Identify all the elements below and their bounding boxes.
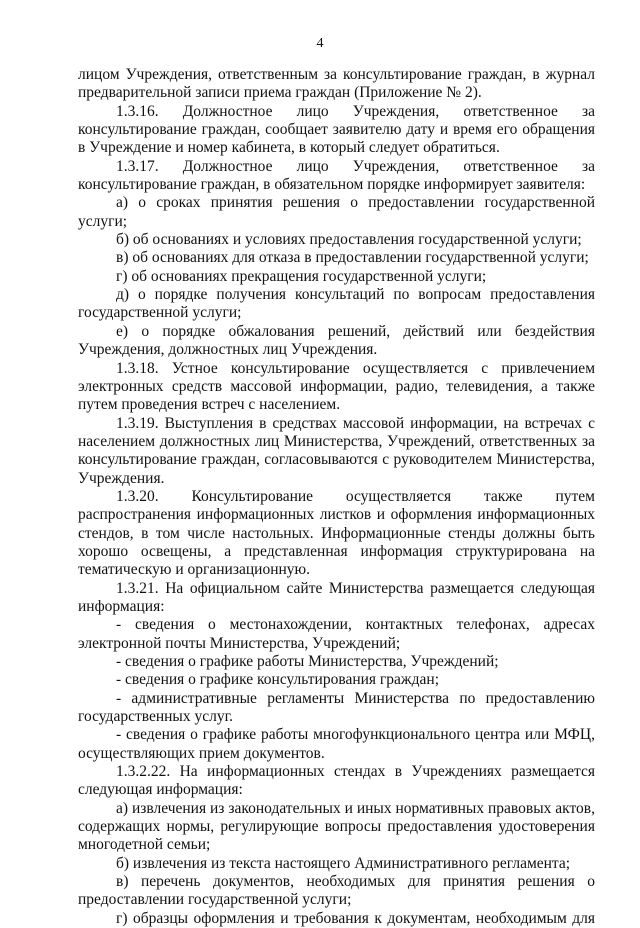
document-body — [78, 66, 595, 928]
paragraph: г) образцы оформления и требования к документам, необходимым для — [116, 909, 595, 927]
paragraph: б) извлечения из текста настоящего Административного регламента; — [116, 854, 571, 872]
paragraph: лицом Учреждения, ответственным за консультирование граждан, в журнал предварительной записи приема граждан (Приложение № 2). — [78, 66, 595, 102]
paragraph: д) о порядке получения консультаций по вопросам предоставления государственной услуги; — [78, 286, 595, 322]
paragraph: г) об основаниях прекращения государственной услуги; — [116, 267, 487, 285]
paragraph: 1.3.17. Должностное лицо Учреждения, ответственное за консультирование граждан, в обязательном порядке информирует заявителя: — [78, 157, 595, 194]
paragraph: б) об основаниях и условиях предоставления государственной услуги; — [116, 231, 582, 249]
paragraph: е) о порядке обжалования решений, действий или бездействия Учреждения, должностных лиц Учреждения. — [78, 322, 595, 359]
paragraph: - сведения о местонахождении, контактных телефонах, адресах электронной почты Министерства, Учреждений; — [78, 616, 595, 652]
paragraph: 1.3.21. На официальном сайте Министерства размещается следующая информация: — [78, 579, 595, 615]
paragraph: - сведения о графике работы Министерства, Учреждений; — [116, 653, 499, 670]
paragraph: 1.3.19. Выступления в средствах массовой информации, на встречах с населением должностных лиц Министерства, Учреждений, ответственных за консультирование граждан, согласовываются с руководителем Министерства, Учреждения. — [78, 414, 595, 487]
page-number: 4 — [316, 36, 324, 51]
paragraph: в) об основаниях для отказа в предоставлении государственной услуги; — [116, 249, 589, 267]
paragraph: - административные регламенты Министерства по предоставлению государственных услуг. — [78, 689, 595, 726]
paragraph: в) перечень документов, необходимых для принятия решения о предоставлении государственной услуги; — [78, 873, 595, 909]
paragraph: - сведения о графике консультирования граждан; — [116, 671, 439, 689]
paragraph: - сведения о графике работы многофункционального центра или МФЦ, осуществляющих прием документов. — [78, 726, 595, 762]
paragraph: 1.3.20. Консультирование осуществляется также путем распространения информационных листков и оформления информационных стендов, в том числе настольных. Информационные стенды должны быть хорошо освещены, а представленная информация структурирована на тематическую и организационную. — [78, 487, 595, 579]
paragraph: 1.3.18. Устное консультирование осуществляется с привлечением электронных средств массовой информации, радио, телевидения, а также путем проведения встреч с населением. — [78, 359, 595, 414]
paragraph: а) о сроках принятия решения о предоставлении государственной услуги; — [78, 194, 595, 230]
paragraph: а) извлечения из законодательных и иных нормативных правовых актов, содержащих нормы, регулирующие вопросы предоставления удостоверения многодетной семьи; — [78, 799, 595, 854]
paragraph: 1.3.2.22. На информационных стендах в Учреждениях размещается следующая информация: — [78, 763, 595, 799]
paragraph: 1.3.16. Должностное лицо Учреждения, ответственное за консультирование граждан, сообщает заявителю дату и время его обращения в Учреждение и номер кабинета, в который следует обратиться. — [78, 102, 595, 157]
